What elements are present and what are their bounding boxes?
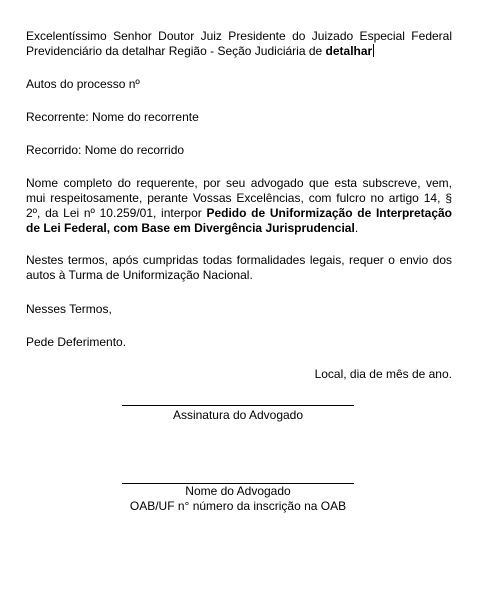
respondent-line: Recorrido: Nome do recorrido bbox=[26, 143, 185, 157]
closing-terms: Nesses Termos, bbox=[26, 302, 112, 316]
signature-label: Assinatura do Advogado bbox=[172, 408, 304, 422]
lawyer-oab-number: OAB/UF n° número da inscrição na OAB bbox=[129, 499, 347, 513]
appellant-line: Recorrente: Nome do recorrente bbox=[26, 110, 199, 124]
document-page bbox=[26, 29, 452, 382]
text-cursor bbox=[373, 44, 374, 57]
addressee-text: Excelentíssimo Senhor Doutor Juiz Presidente do Juizado Especial Federal Previdenciário da detalhar Região - Seção Judiciária de bbox=[26, 29, 452, 58]
case-number-line: Autos do processo nº bbox=[26, 77, 140, 91]
signature-block-lawyer bbox=[122, 405, 354, 423]
petition-body bbox=[26, 176, 452, 236]
place-date-line: Local, dia de mês de ano. bbox=[314, 367, 452, 381]
terms-paragraph: Nestes termos, após cumpridas todas formalidades legais, requer o envio dos autos à Turma de Uniformização Nacional. bbox=[26, 253, 452, 282]
petition-body-end: . bbox=[354, 221, 359, 235]
petition-body-text: Nome completo do requerente, por seu advogado que esta subscreve, vem, mui respeitosamente, perante Vossas Excelências, com fulcro no artigo 14, § 2º, da Lei nº 10.259/01, interpor bbox=[26, 176, 452, 220]
addressee-bold-text: detalhar bbox=[325, 44, 373, 58]
closing-request: Pede Deferimento. bbox=[26, 335, 127, 349]
addressee-header bbox=[26, 29, 452, 59]
lawyer-name: Nome do Advogado bbox=[185, 484, 291, 498]
petition-title-bold: Pedido de Uniformização de Interpretação de Lei Federal, com Base em Divergência Jurisprudencial bbox=[26, 206, 452, 235]
signature-block-name bbox=[122, 483, 354, 514]
